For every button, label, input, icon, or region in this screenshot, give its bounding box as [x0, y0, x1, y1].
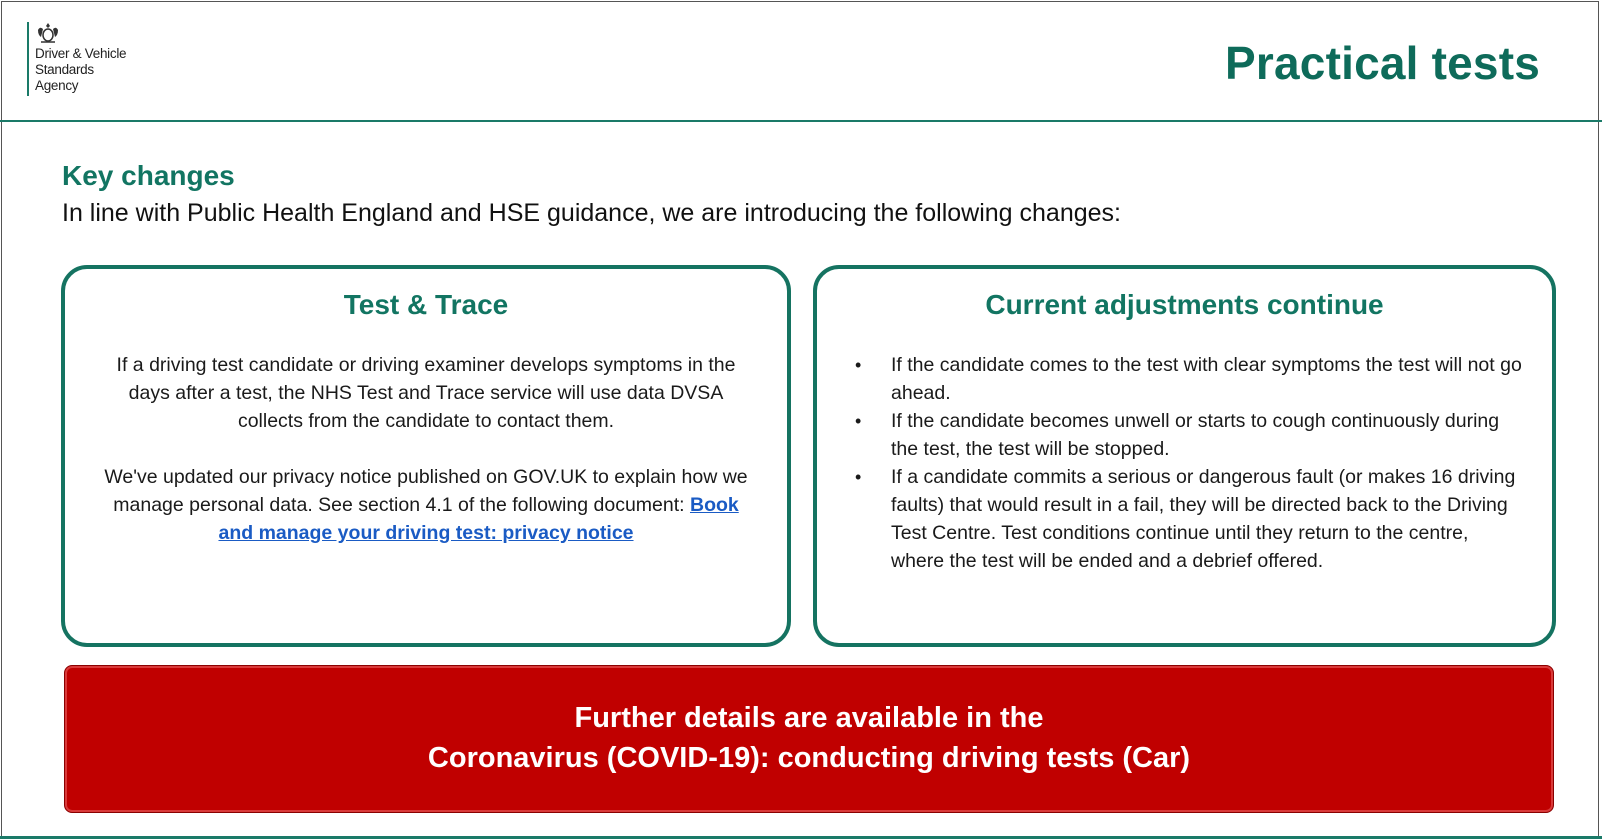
- test-trace-body: [95, 351, 757, 575]
- banner-line-2: Coronavirus (COVID-19): conducting driving tests (Car): [427, 742, 1191, 774]
- bullet-icon: •: [855, 467, 862, 487]
- test-trace-heading: Test & Trace: [343, 289, 509, 320]
- privacy-intro-text: We've updated our privacy notice published on GOV.UK to explain how we manage personal data. See section 4.1 of the following document:: [104, 466, 748, 516]
- footer-divider: [0, 836, 1602, 839]
- key-changes-heading: Key changes: [62, 160, 235, 191]
- banner-line-1: Further details are available in the: [574, 702, 1044, 734]
- test-trace-paragraph-2: [95, 463, 757, 547]
- list-item: [851, 463, 1524, 575]
- adjustments-card: [813, 265, 1556, 647]
- bullet-icon: •: [855, 355, 862, 375]
- intro-text: In line with Public Health England and HSE guidance, we are introducing the following changes:: [62, 199, 1121, 227]
- list-item-text: If the candidate comes to the test with clear symptoms the test will not go ahead.: [891, 354, 1522, 404]
- list-item-text: If a candidate commits a serious or dangerous fault (or makes 16 driving faults) that would result in a fail, they will be directed back to the Driving Test Centre. Test conditions continue until they return to the centre, where the test will be ended and a debrief offered.: [891, 466, 1516, 572]
- agency-name-line-1: Driver & Vehicle: [35, 46, 127, 61]
- list-item-text: If the candidate becomes unwell or starts to cough continuously during the test, the test will be stopped.: [891, 410, 1500, 460]
- header: [0, 0, 1602, 122]
- list-item: [851, 351, 1524, 407]
- agency-name-line-3: Agency: [35, 78, 79, 93]
- agency-name-line-2: Standards: [35, 62, 94, 77]
- test-trace-card: [61, 265, 791, 647]
- further-details-banner[interactable]: [64, 665, 1554, 813]
- privacy-notice-link[interactable]: Book and manage your driving test: privacy notice: [218, 494, 739, 544]
- bullet-icon: •: [855, 411, 862, 431]
- agency-logo: [27, 22, 126, 96]
- adjustments-heading: Current adjustments continue: [985, 289, 1384, 320]
- page-title: Practical tests: [1225, 37, 1540, 89]
- list-item: [851, 407, 1524, 463]
- test-trace-paragraph-1: If a driving test candidate or driving examiner develops symptoms in the days after a test, the NHS Test and Trace service will use data DVSA collects from the candidate to contact them.: [116, 354, 736, 432]
- royal-crest-icon: [35, 22, 61, 44]
